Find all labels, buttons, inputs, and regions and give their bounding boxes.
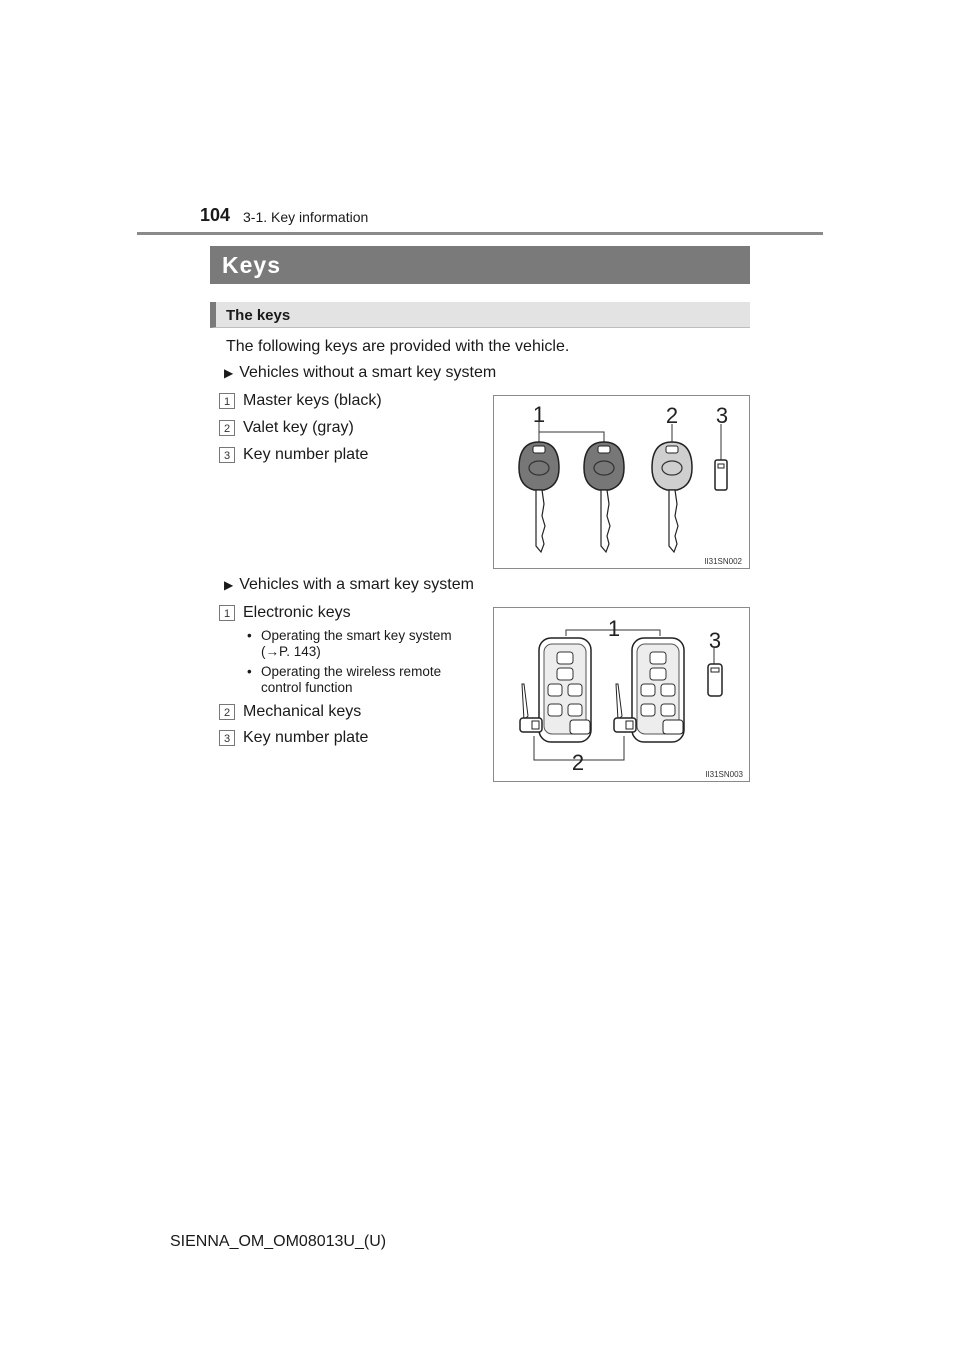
item-number-badge: 2	[219, 704, 235, 720]
figure-keys-no-smart	[493, 395, 750, 569]
bullet-dot: •	[247, 628, 252, 643]
bullet-item	[247, 664, 482, 696]
item-number-badge: 1	[219, 393, 235, 409]
bullet-text-continued: control function	[261, 680, 353, 695]
page-number: 104	[200, 205, 231, 225]
figure-code: II31SN002	[704, 557, 742, 566]
callout-1: 1	[607, 616, 621, 641]
group2-heading-text: Vehicles with a smart key system	[239, 576, 474, 593]
callout-2: 2	[571, 750, 585, 775]
item-number-badge: 3	[219, 730, 235, 746]
list-item: Key number plate	[243, 446, 369, 463]
svg-text:3: 3	[715, 403, 729, 428]
list-item: Master keys (black)	[243, 392, 382, 409]
figure-keys-smart	[493, 607, 750, 782]
electronic-key-icon	[632, 638, 684, 742]
triangle-right-icon: ▶	[224, 578, 234, 592]
callout-3: 3	[708, 628, 722, 653]
bullet-text: Operating the wireless remote	[261, 664, 442, 679]
bullet-dot: •	[247, 664, 252, 679]
group1-heading	[224, 364, 496, 382]
header-divider	[137, 232, 823, 235]
group2-heading	[224, 576, 474, 594]
master-key-icon	[519, 442, 559, 552]
subsection-bar	[210, 302, 750, 328]
svg-text:1: 1	[532, 402, 546, 427]
callout-2	[666, 403, 678, 428]
group1-heading-text: Vehicles without a smart key system	[239, 364, 497, 381]
svg-text:2: 2	[665, 403, 679, 428]
bullet-item	[247, 628, 482, 660]
subsection-title: The keys	[226, 307, 291, 324]
key-number-plate-icon	[708, 664, 722, 696]
list-item: Valet key (gray)	[243, 419, 354, 436]
valet-key-icon	[652, 442, 692, 552]
electronic-key-icon	[539, 638, 591, 742]
item-number-badge: 3	[219, 447, 235, 463]
section-label: 3-1. Key information	[243, 209, 369, 225]
keys-illustration	[494, 396, 749, 568]
list-item: Electronic keys	[243, 604, 351, 621]
list-item: Mechanical keys	[243, 703, 362, 720]
item-number-badge: 2	[219, 420, 235, 436]
item-number-badge: 1	[219, 605, 235, 621]
page-title-bar	[210, 246, 750, 284]
list-item: Key number plate	[243, 729, 369, 746]
callout-3	[716, 403, 728, 428]
footer-doc-id: SIENNA_OM_OM08013U_(U)	[170, 1233, 387, 1250]
smart-keys-illustration	[494, 608, 749, 781]
master-key-icon	[584, 442, 624, 552]
triangle-right-icon: ▶	[224, 366, 234, 380]
bullet-text-continued: (→P. 143)	[261, 644, 321, 659]
figure-code: II31SN003	[705, 770, 743, 779]
key-number-plate-icon	[715, 460, 727, 490]
bullet-text: Operating the smart key system	[261, 628, 452, 643]
intro-text: The following keys are provided with the vehicle.	[226, 338, 570, 355]
page-title: Keys	[222, 252, 281, 278]
callout-1	[533, 402, 545, 427]
